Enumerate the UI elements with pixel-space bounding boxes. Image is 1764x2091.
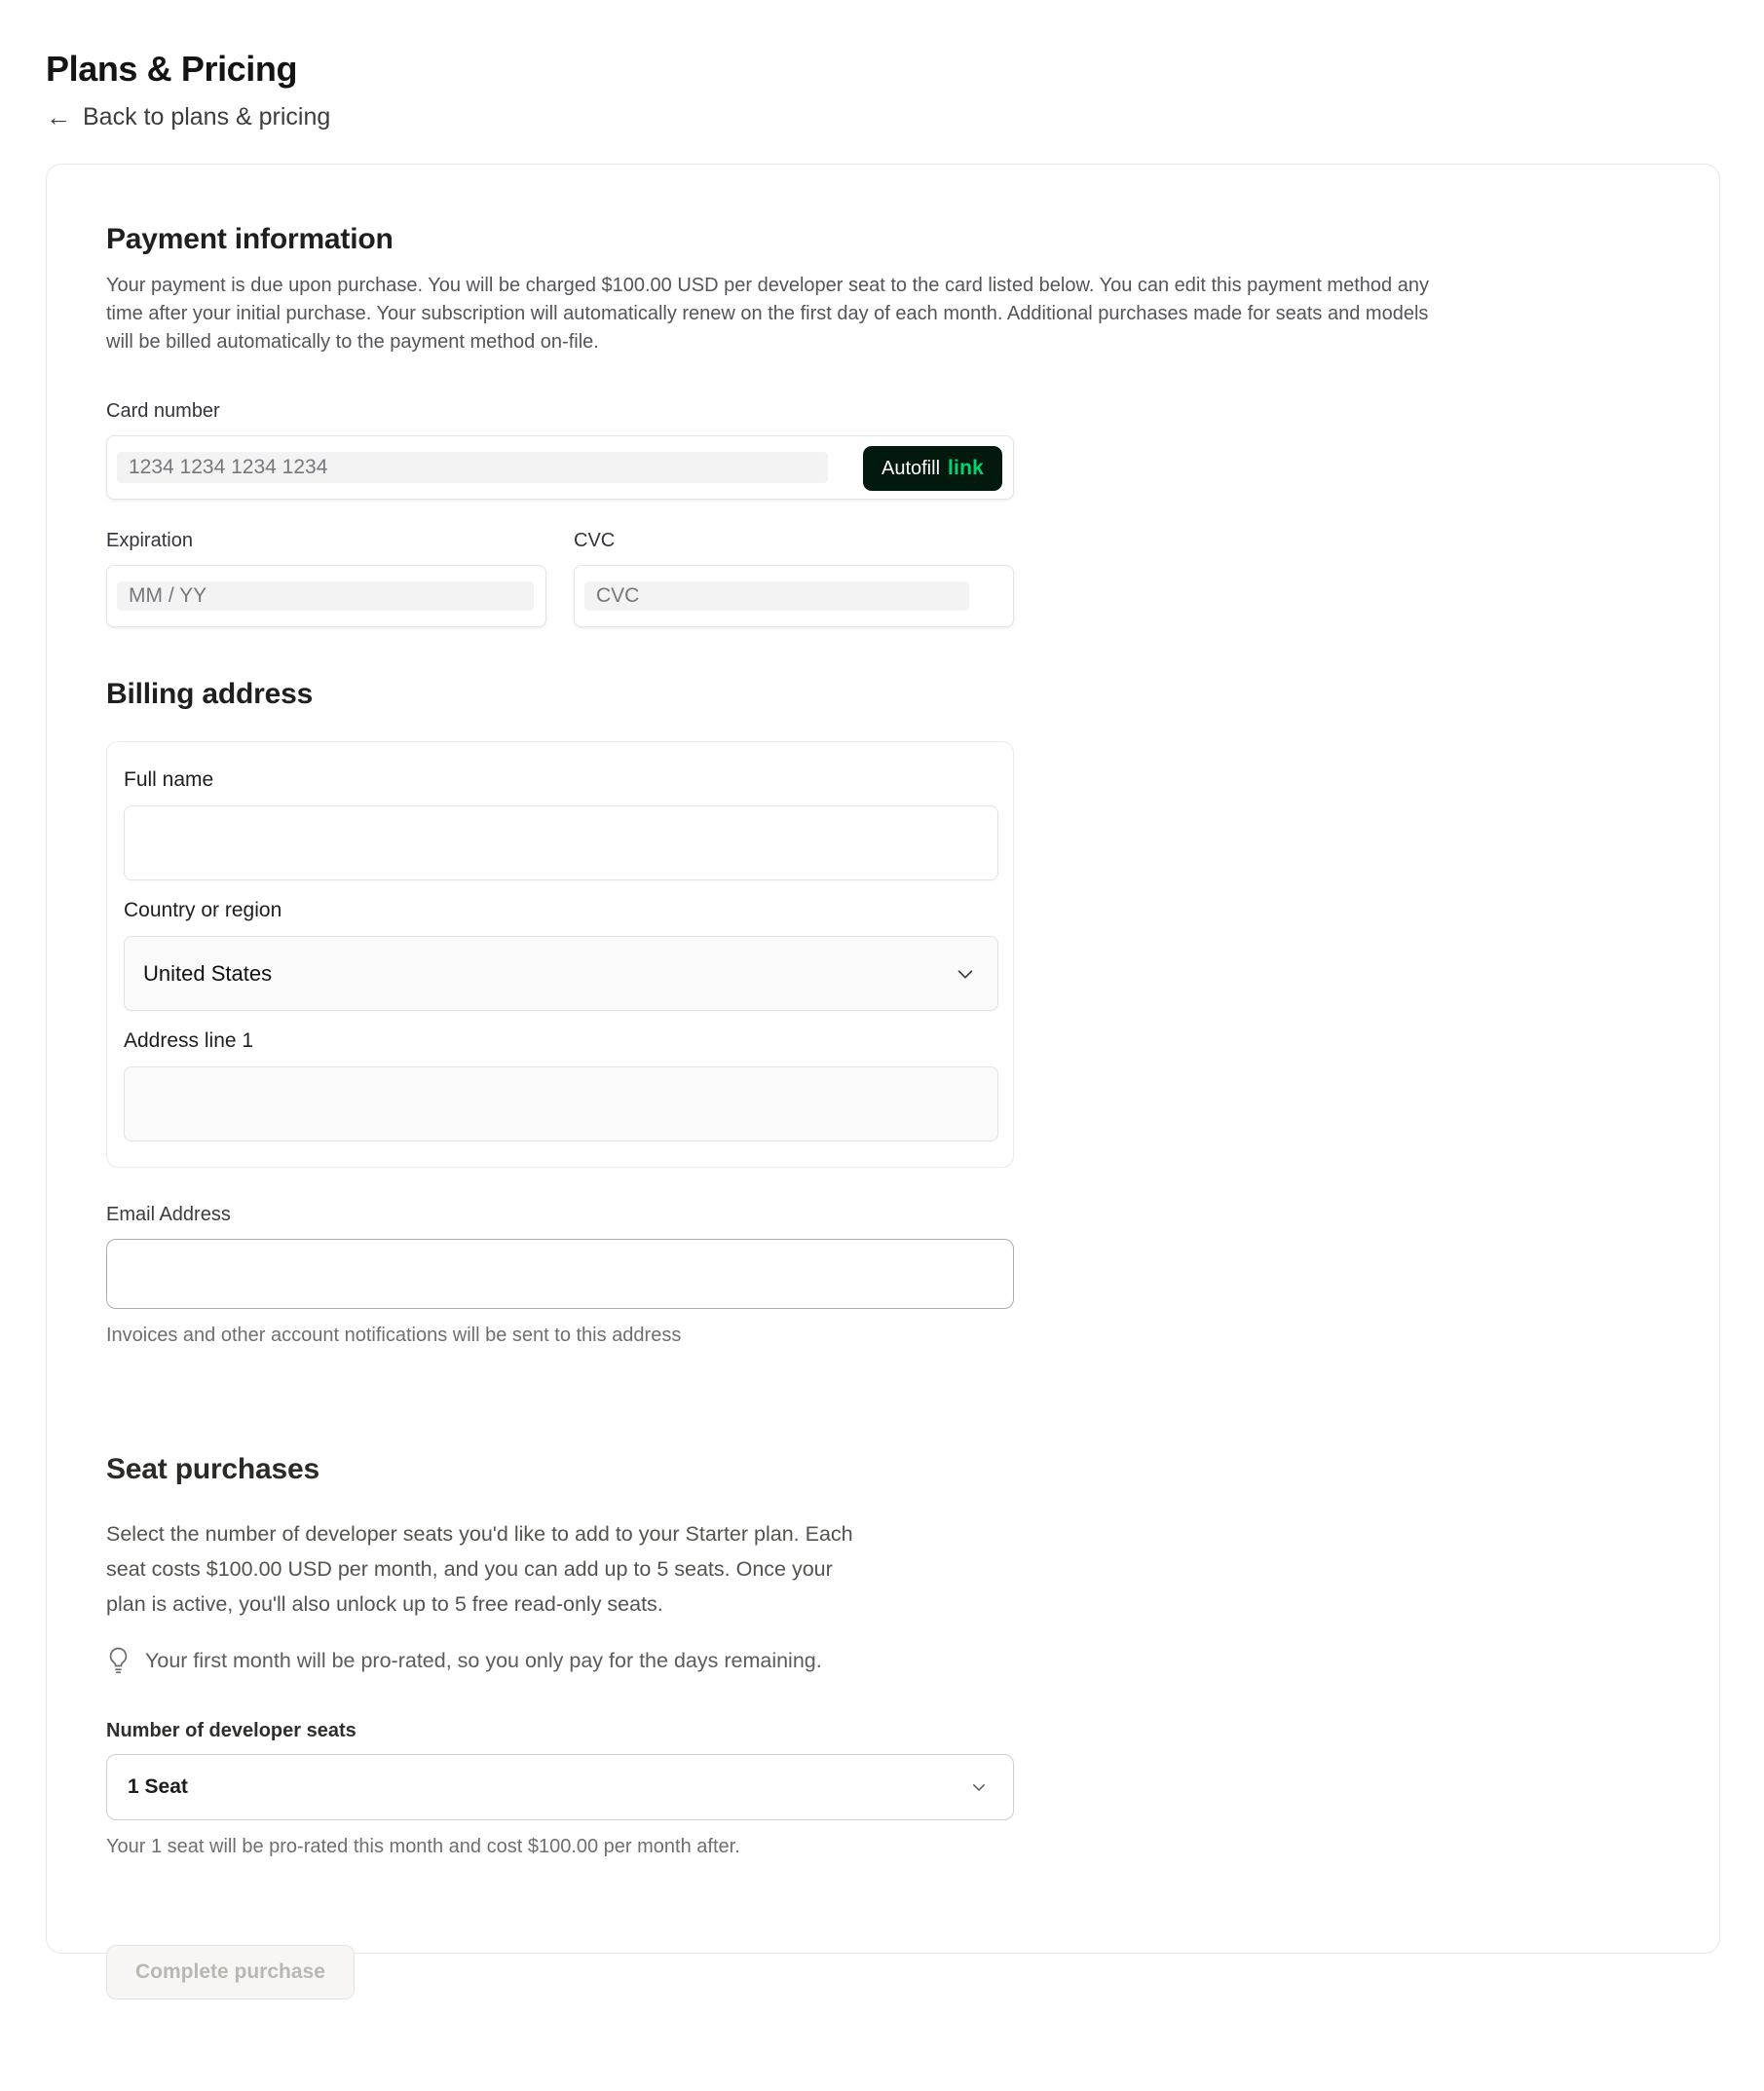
address-line1-input[interactable] <box>124 1066 998 1141</box>
back-link[interactable] <box>46 102 330 131</box>
email-address-input[interactable] <box>106 1239 1014 1309</box>
seat-description-line: seat costs $100.00 USD per month, and you can add up to 5 seats. Once your <box>106 1557 833 1581</box>
developer-seats-select[interactable] <box>106 1754 1014 1820</box>
lightbulb-icon <box>106 1645 131 1676</box>
full-name-label: Full name <box>124 768 214 791</box>
cvc-input[interactable] <box>574 565 1014 627</box>
developer-seats-label: Number of developer seats <box>106 1720 357 1741</box>
seats-helper-text: Your 1 seat will be pro-rated this month and cost $100.00 per month after. <box>106 1836 740 1857</box>
billing-address-group <box>106 741 1014 1168</box>
payment-description-line: will be billed automatically to the payment method on-file. <box>106 331 599 353</box>
country-label: Country or region <box>124 899 282 921</box>
autofill-label: Autofill <box>881 457 941 479</box>
payment-description-line: time after your initial purchase. Your subscription will automatically renew on the first day of each month. Additional purchases made for seats and models <box>106 303 1429 324</box>
email-address-label: Email Address <box>106 1204 231 1225</box>
card-number-input[interactable] <box>106 435 1014 500</box>
address-line1-label: Address line 1 <box>124 1029 254 1052</box>
payment-description <box>106 272 1661 356</box>
expiration-input[interactable] <box>106 565 546 627</box>
back-arrow-icon: ← <box>46 102 71 131</box>
country-selected-value: United States <box>143 960 273 986</box>
chevron-down-icon <box>955 963 976 985</box>
expiration-label: Expiration <box>106 530 193 551</box>
seat-purchases-heading: Seat purchases <box>106 1453 319 1485</box>
billing-address-heading: Billing address <box>106 678 314 710</box>
seat-description-line: Select the number of developer seats you'd like to add to your Starter plan. Each <box>106 1522 853 1546</box>
purchase-card <box>46 164 1720 1983</box>
complete-purchase-button[interactable]: Complete purchase <box>106 1945 355 1999</box>
cvc-field[interactable] <box>575 566 1013 626</box>
country-select[interactable] <box>124 936 998 1011</box>
seats-selected-value: 1 Seat <box>128 1775 188 1798</box>
pro-rate-tip <box>106 1645 1661 1676</box>
full-name-input[interactable] <box>124 805 998 880</box>
back-link-label: Back to plans & pricing <box>83 103 331 131</box>
seat-purchases-description <box>106 1516 1661 1622</box>
cvc-label: CVC <box>574 530 616 551</box>
chevron-down-icon <box>970 1778 988 1796</box>
expiration-field[interactable] <box>107 566 545 626</box>
page-title: Plans & Pricing <box>46 49 298 89</box>
card-number-label: Card number <box>106 400 220 422</box>
link-brand-logo: link <box>948 457 984 479</box>
seat-description-line: plan is active, you'll also unlock up to 5 free read-only seats. <box>106 1592 663 1616</box>
payment-information-heading: Payment information <box>106 223 394 255</box>
page-header <box>0 0 1764 131</box>
email-helper-text: Invoices and other account notifications will be sent to this address <box>106 1325 682 1346</box>
autofill-link-button[interactable] <box>863 446 1002 491</box>
payment-description-line: Your payment is due upon purchase. You will be charged $100.00 USD per developer seat to the card listed below. You can edit this payment method any <box>106 275 1429 296</box>
pro-rate-tip-text: Your first month will be pro-rated, so you only pay for the days remaining. <box>145 1649 822 1672</box>
